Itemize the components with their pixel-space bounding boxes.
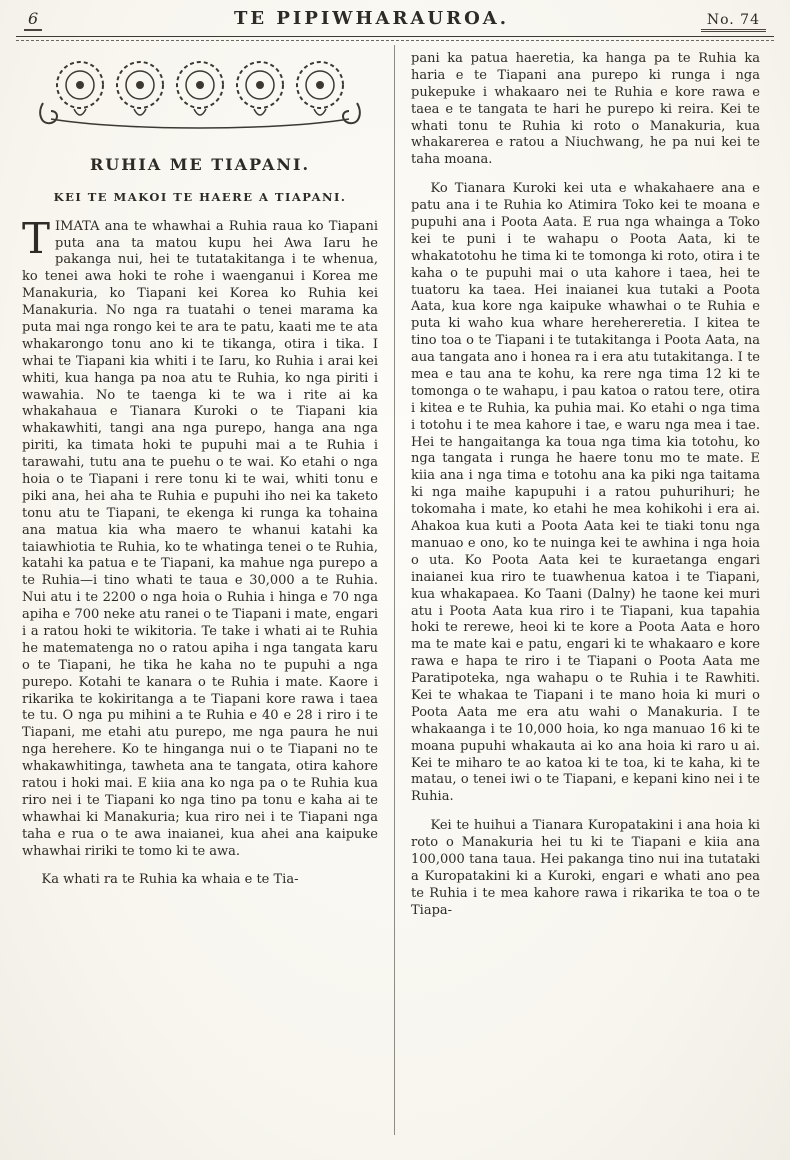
- paragraph-text: IMATA ana te whawhai a Ruhia raua ko Tiapani puta ana ta matou kupu hei Awa Iaru he pakanga nui, hei te tutatakitanga i te whenua, ko tenei awa hoki te rohe i waenganui i Korea me Manakuria, ko Tiapani kei Korea ko Ruhia kei Manakuria. No nga ra tuatahi o tenei marama ka puta mai nga rongo kei te ara te patu, kaati me te ata whakarongo tonu ano ki te tikanga, otira i tika. I whai te Tiapani kia whiti i te Iaru, ko Ruhia i arai kei whiti, kua hanga pa noa atu te Ruhia, ko nga piriti i wawahia. No te taenga ki te wa i rite ai ka whakahaua e Tianara Kuroki o te Tiapani kia whakawhiti, tangi ana nga purepo, hanga ana nga piriti, ka timata hoki te pupuhi mai a te Ruhia i tarawahi, tutu ana te puehu o te wai. Ko etahi o nga hoia o te Tiapani i rere tonu ki te wai, whiti tonu e piki ana, hei aha te Ruhia e pupuhi iho nei ka taketo tonu atu te Tiapani, te ekenga ki runga ka tohaina ana matua kia wha maero te whanui katahi ka taiawhiotia te Ruhia, ko te whatinga tenei o te Ruhia, katahi ka patua e te Tiapani, ka mahue nga purepo a te Ruhia—i tino whati te taua e 30,000 a te Ruhia. Nui atu i te 2200 o nga hoia o Ruhia i hinga e 70 nga apiha e 700 neke atu ranei o te Tiapani i mate, engari i a ratou hoki te wikitoria. Te take i whati ai te Ruhia he matematenga no o ratou apiha i nga tangata karu o te Tiapani, he tika he kaha no te pupuhi a nga purepo. Kotahi te kanara o te Ruhia i mate. Kaore i rikarika te kokiritanga a te Tiapani kore rawa i taea te tu. O nga pu mihini a te Ruhia e 40 e 28 i riro i te Tiapani, me etahi atu purepo, me nga paura he nui nga herehere. Ko te hinganga nui o te Tiapani no te whakawhitinga, tawheta ana te tangata, otira kahore ratou i hoki mai. E kiia ana ko nga pa o te Ruhia kua riro nei i te Tiapani ko nga tino pa tonu e kaha ai te whawhai ki Manakuria; kua riro nei i te Tiapani nga taha e rua o te awa inaianei, kua ahei ana kaipuke whawhai ririki te tomo ki te awa.: [22, 218, 378, 859]
- issue-number: No. 74: [701, 12, 766, 32]
- article-subtitle: KEI TE MAKOI TE HAERE A TIAPANI.: [53, 189, 347, 204]
- page-header: [16, 6, 774, 35]
- masthead-wreath-ornament-icon: [35, 55, 365, 139]
- column-layout: [16, 45, 774, 1135]
- article-title: RUHIA ME TIAPANI.: [89, 154, 311, 174]
- left-column: [16, 45, 395, 1135]
- header-rule: [16, 36, 774, 41]
- article-paragraph: [22, 213, 378, 861]
- right-column: [395, 45, 774, 1135]
- article-paragraph: pani ka patua haeretia, ka hanga pa te Ruhia ka haria e te Tiapani ana purepo ki runga i nga pukepuke i whakaaro nei te Ruhia e kore rawa e taea e te tangata te hari he purepo ki reira. Kei te whati tonu te Ruhia ki roto o Manakuria, kua whakarerea e ratou a Niuchwang, he pa nui kei te taha moana.: [411, 51, 760, 168]
- page-number: 6: [24, 9, 42, 31]
- ornament-band: [22, 55, 378, 145]
- masthead-title: TE PIPIWHARAUROA.: [234, 8, 509, 29]
- drop-cap: T: [22, 213, 51, 263]
- article-paragraph: Ka whati ra te Ruhia ka whaia e te Tia-: [41, 872, 299, 888]
- article-paragraph: Ko Tianara Kuroki kei uta e whakahaere ana e patu ana i te Ruhia ko Atimira Toko kei te moana e pupuhi ana i Poota Aata. E rua nga whainga a Toko kei te puni i te wahapu o Poota Aata, ki te whakatotohu he tima ki te tomonga ki roto, otira i te kaha o te pupuhi mai o uta kahore i taea, hei te tuatoru ka taea. Hei inaianei kua tutaki a Poota Aata, kua kore nga kaipuke whawhai o te Ruhia e puta ki waho kua whare herehereretia. I kitea te tino toa o te Tiapani i te tutakitanga i Poota Aata, na aua tangata ano i honea ra i era atu tutakitanga. I te mea e tau ana te kohu, ka rere nga tima 12 ki te tomonga o te wahapu, i pau katoa o ratou tere, otira i kitea e te Ruhia, ka puhia mai. Ko etahi o nga tima i totohu i te mea kahore i tae, e waru nga mea i tae. Hei te hangaitanga ka toua nga tima kia totohu, ko nga tangata i runga he haere tonu mo te mate. E kiia ana i nga tima e totohu ana ka piki nga taitama ki nga maihe kapupuhi i a ratou puhurihuri; he tokomaha i mate, ko etahi he mea kohikohi i era ai. Ahakoa kua kuti a Poota Aata kei te tiaki tonu nga manuao e ono, ko te nuinga kei te awhina i nga hoia o uta. Ko Poota Aata kei te kuraetanga engari inaianei kua riro te tuawhenua katoa i te Tiapani, kua whakapaea. Ko Taani (Dalny) he taone kei muri atu i Poota Aata kua riro i te Tiapani, kua tapahia hoki te rerewe, heoi ki te kore a Poota Aata e horo ma te mate kai e patu, engari ki te whakaaro e kore rawa e hapa te riro i te Tiapani o Poota Aata me Paratipoteka, nga wahapu o te Ruhia i te Rawhiti. Kei te whakaa te Tiapani i te mano hoia ki muri o Poota Aata me era atu wahi o Manakuria. I te whakaanga i te 10,000 hoia, ko nga manuao 16 ki te moana pupuhi whakauta ai ko ana hoia ki raro u ai. Kei te miharo te ao katoa ki te toa, ki te kaha, ki te matau, o tenei iwi o te Tiapani, e kepani kino nei i te Ruhia.: [411, 181, 760, 805]
- article-paragraph: Kei te huihui a Tianara Kuropatakini i ana hoia ki roto o Manakuria hei tu ki te Tiapani e kiia ana 100,000 tana taua. Hei pakanga tino nui ina tutataki a Kuropatakini ki a Kuroki, engari e whati ano pea te Ruhia i te mea kahore rawa i rikarika te toa o te Tiapa-: [411, 818, 760, 918]
